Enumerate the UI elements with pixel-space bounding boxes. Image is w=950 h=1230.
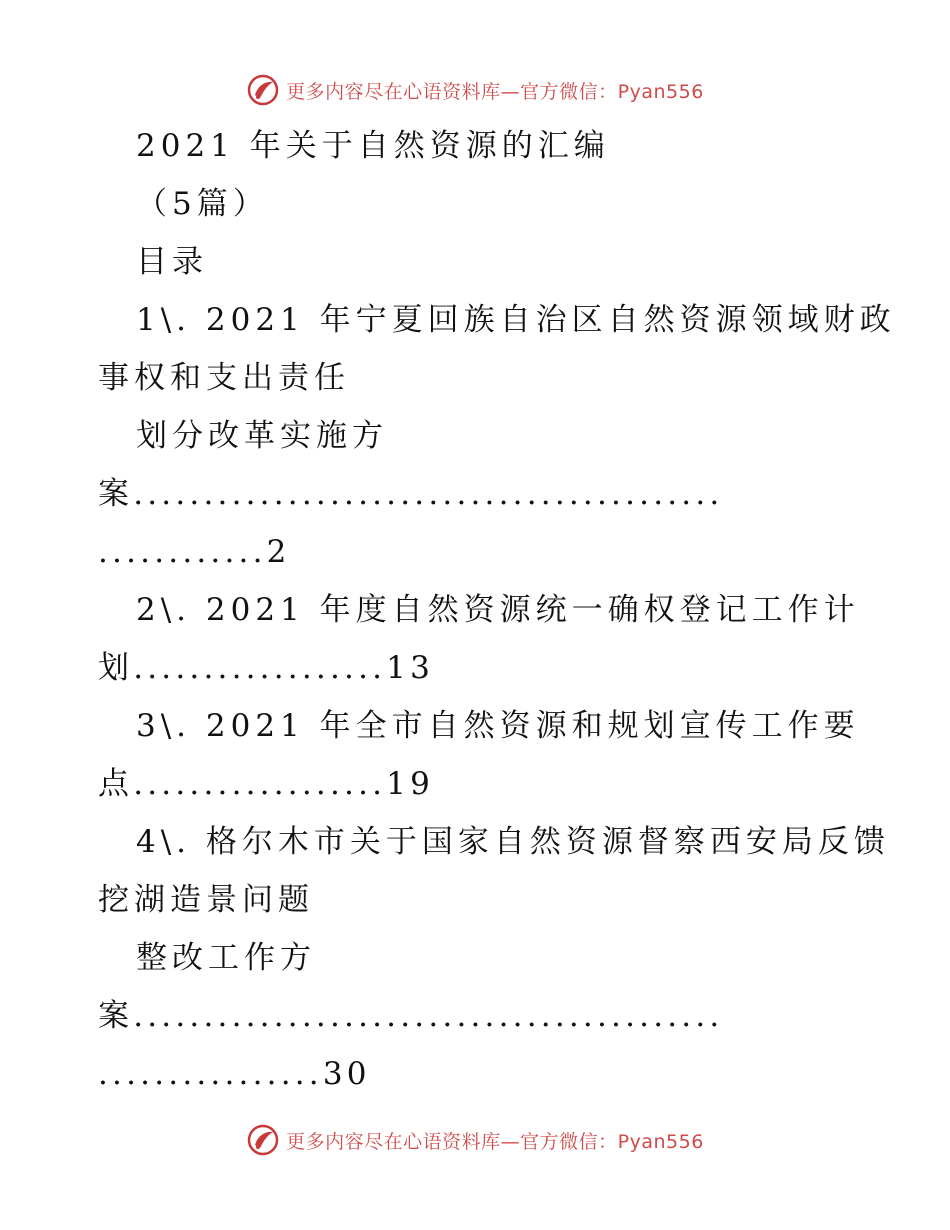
toc-entry-3-line-1: 3\. 2021 年全市自然资源和规划宣传工作要 [136,708,860,744]
watermark-text: 更多内容尽在心语资料库—官方微信：Pyan556 [286,1130,704,1153]
watermark-logo-icon [246,73,280,107]
toc-entry-4-line-1: 4\. 格尔木市关于国家自然资源督察西安局反馈 [136,824,890,860]
toc-entry-2-page: 划..................13 [98,650,435,686]
watermark-text: 更多内容尽在心语资料库—官方微信：Pyan556 [286,80,704,103]
document-subtitle: （5篇） [136,186,269,222]
watermark-logo-icon [246,1123,280,1157]
toc-heading: 目录 [136,244,208,280]
toc-entry-4-line-2: 挖湖造景问题 [98,882,314,918]
toc-entry-4-line-4: 案.......................................... [98,998,724,1034]
toc-entry-4-line-3: 整改工作方 [136,940,316,976]
header-watermark [0,72,950,108]
toc-entry-2-line-1: 2\. 2021 年度自然资源统一确权登记工作计 [136,592,860,628]
toc-entry-1-line-3: 划分改革实施方 [136,418,388,454]
document-title: 2021 年关于自然资源的汇编 [136,128,610,164]
toc-entry-1-line-2: 事权和支出责任 [98,360,350,396]
toc-entry-3-page: 点..................19 [98,766,435,802]
toc-entry-4-page: ................30 [98,1056,371,1092]
toc-entry-1-line-4: 案.......................................... [98,476,724,512]
toc-entry-1-line-1: 1\. 2021 年宁夏回族自治区自然资源领域财政 [136,302,896,338]
footer-watermark [0,1122,950,1158]
toc-entry-1-page: ............2 [98,534,291,570]
